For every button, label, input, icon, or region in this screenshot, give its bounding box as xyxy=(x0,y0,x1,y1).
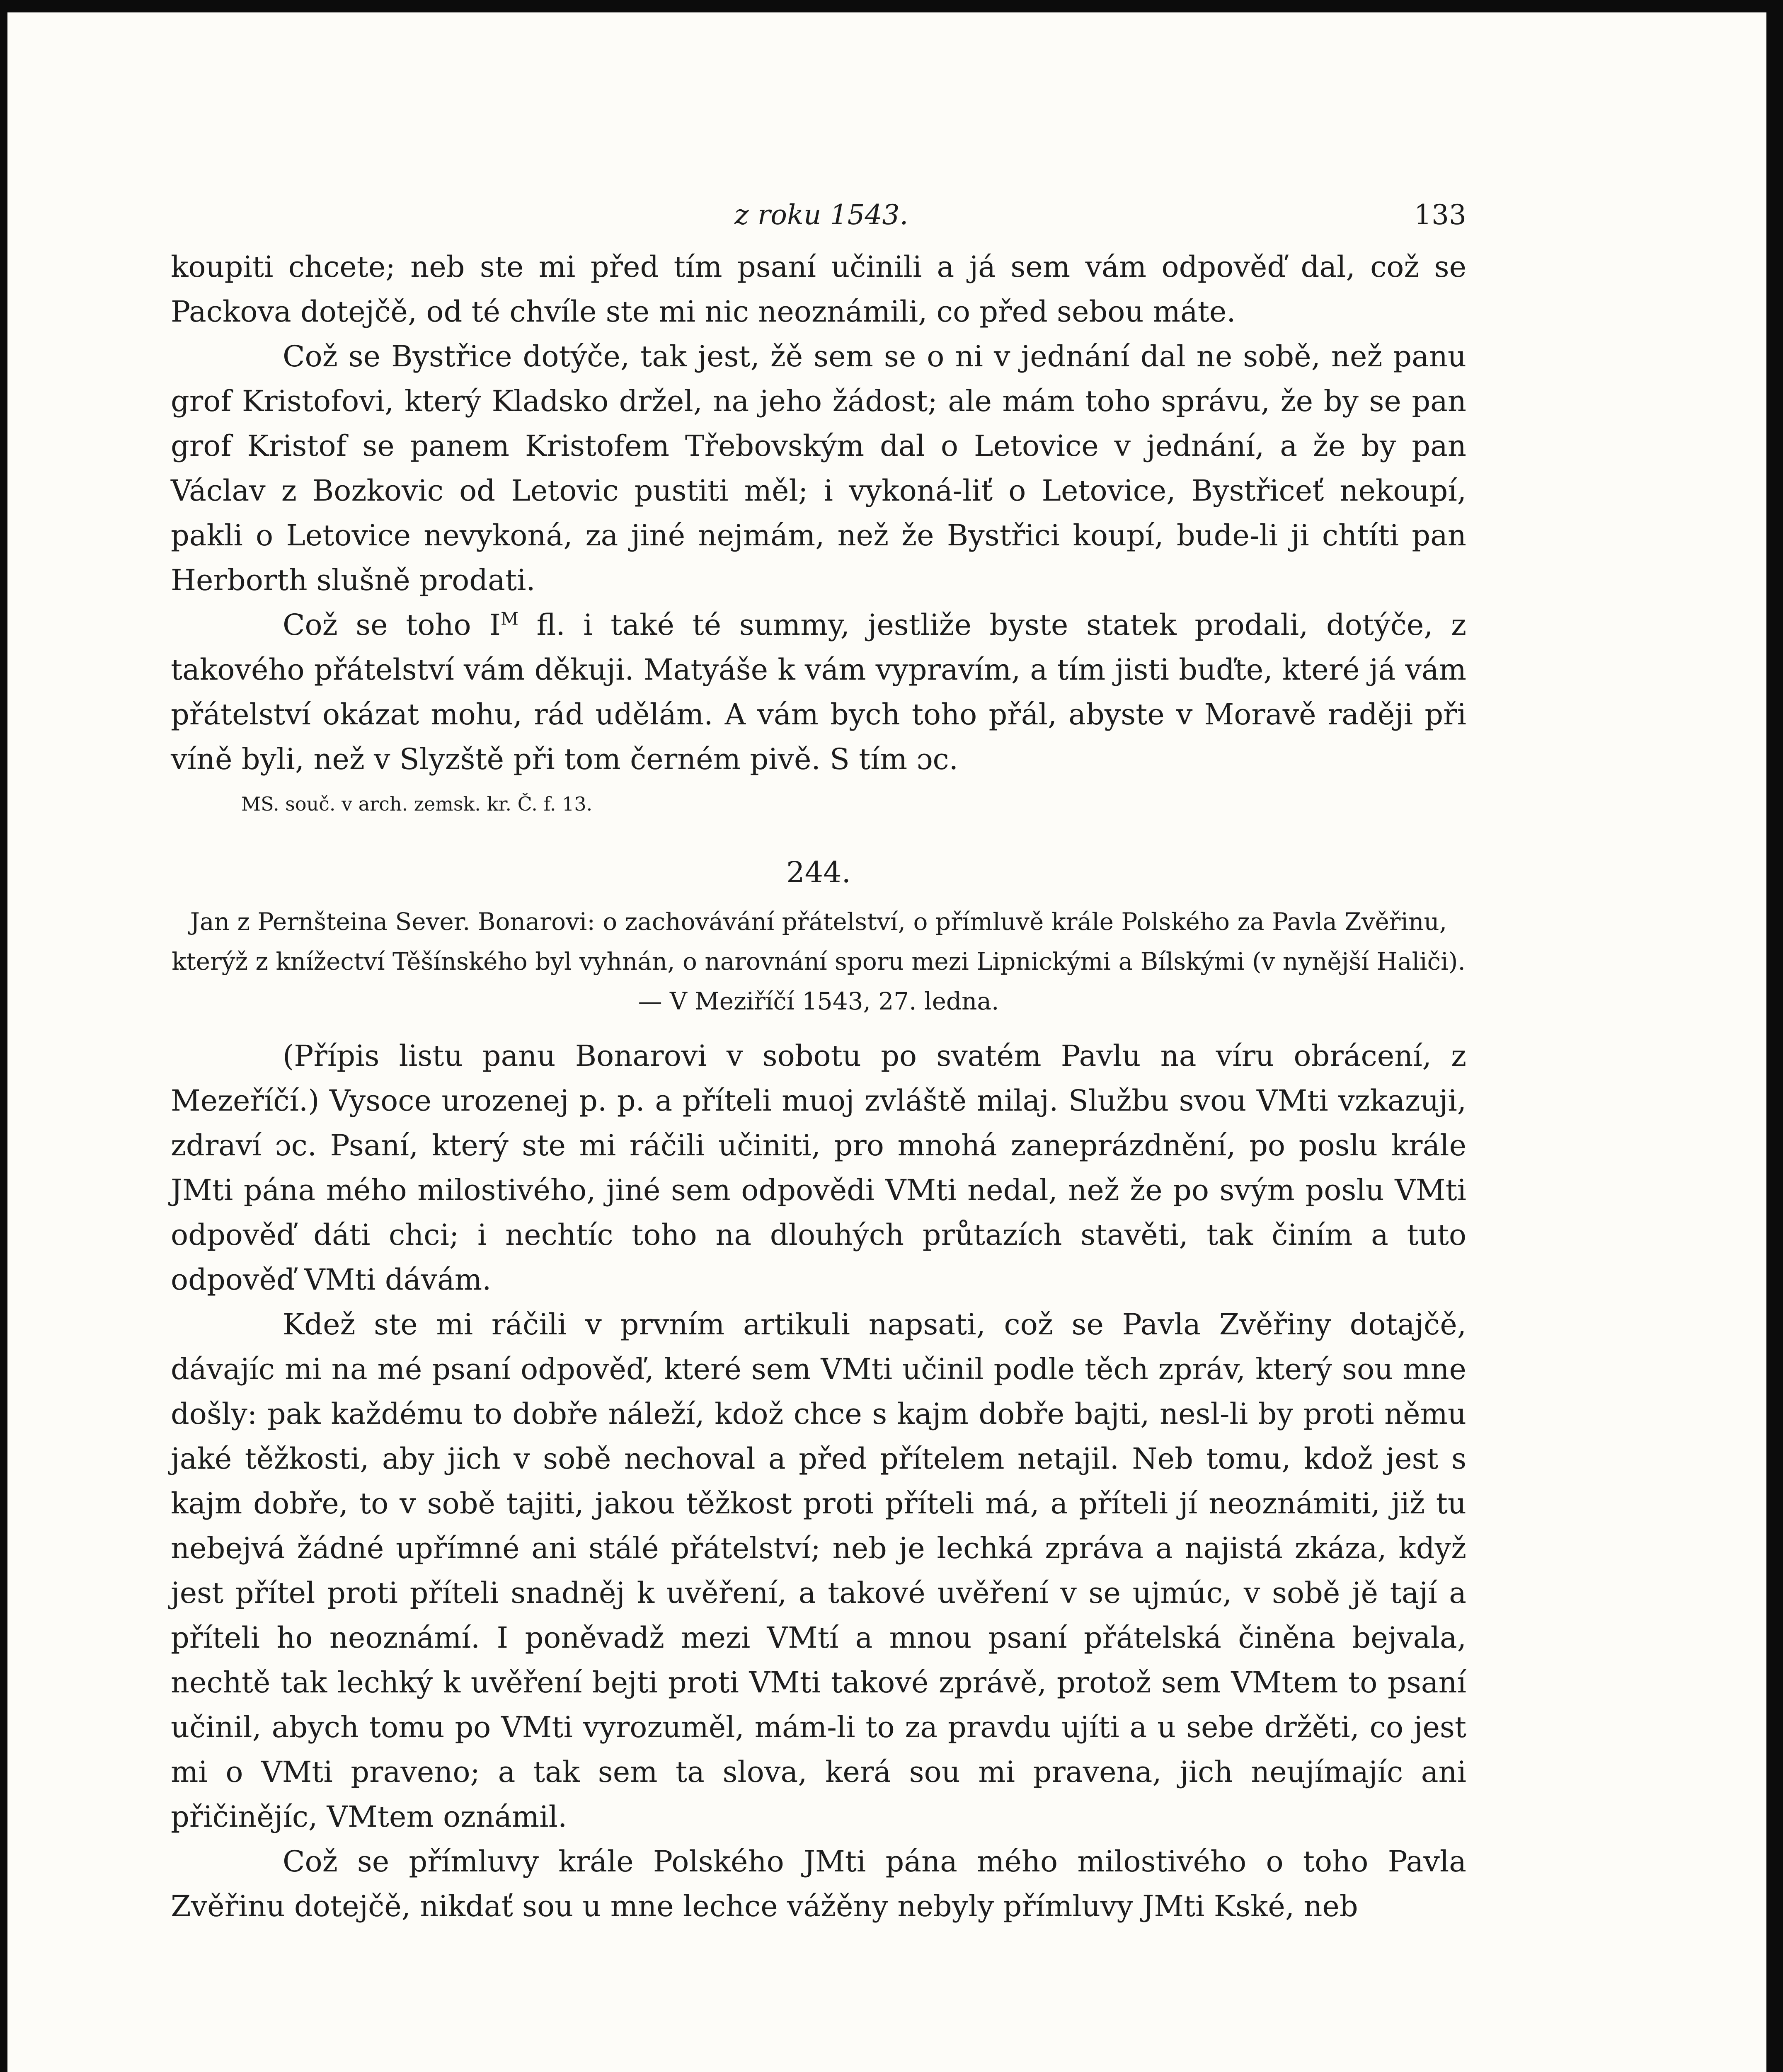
paragraph: (Přípis listu panu Bonarovi v sobotu po svatém Pavlu na víru obrácení, z Mezeříčí.) Vysoce urozenej p. p. a příteli muoj zvláště milaj. Službu svou VMti vzkazuji, zdraví ɔc. Psaní, který ste mi ráčili učiniti, pro mnohá zaneprázdnění, po poslu krále JMti pána mého milostivého, jiné sem odpovědi VMti nedal, než že po svým poslu VMti odpověď dáti chci; i nechtíc toho na dlouhých průtazích stavěti, tak činím a tuto odpověď VMti dávám. xyxy=(171,1039,1466,1297)
running-head xyxy=(171,199,1466,244)
letter-body xyxy=(171,1034,1466,1929)
source-note: MS. souč. v arch. zemsk. kr. Č. f. 13. xyxy=(241,793,593,815)
document-number: 244. xyxy=(786,855,851,889)
text-run: fl. i také té summy, jestliže byste statek prodali, dotýče, z takového přátelství vám děkuji. Matyáše k vám vypravím, a tím jisti buďte, které já vám přátelství okázat mohu, rád udělám. A vám bych toho přál, abyste v Moravě raději při víně byli, než v Slyzště při tom černém pivě. S tím ɔc. xyxy=(171,608,1467,776)
book-page xyxy=(171,199,1466,1929)
scan-border-left xyxy=(0,0,7,2072)
paragraph: Což se Bystřice dotýče, tak jest, žě sem se o ni v jednání dal ne sobě, než panu grof Kristofovi, který Kladsko držel, na jeho žádost; ale mám toho správu, že by se pan grof Kristof se panem Kristofem Třebovským dal o Letovice v jednání, a že by pan Václav z Bozkovic od Letovic pustiti měl; i vykoná-liť o Letovice, Bystřiceť nekoupí, pakli o Letovice nevykoná, za jiné nejmám, než že Bystřici koupí, bude-li ji chtíti pan Herborth slušně prodati. xyxy=(171,339,1466,597)
scan-border-top xyxy=(0,0,1783,12)
running-head-title: z roku 1543. xyxy=(734,199,908,231)
previous-letter-continuation xyxy=(171,244,1466,782)
paragraph: Kdež ste mi ráčili v prvním artikuli napsati, což se Pavla Zvěřiny dotajčě, dávajíc mi na mé psaní odpověď, které sem VMti učinil podle těch zpráv, který sou mne došly: pak každému to dobře náleží, kdož chce s kajm dobře bajti, nesl-li by proti němu jaké těžkosti, aby jich v sobě nechoval a před přítelem netajil. Neb tomu, kdož jest s kajm dobře, to v sobě tajiti, jakou těžkost proti příteli má, a příteli jí neoznámiti, již tu nebejvá žádné upřímné ani stálé přátelství; neb je lechká zpráva a najistá zkáza, když jest přítel proti příteli snadněj k uvěření, a takové uvěření v se ujmúc, v sobě jě tají a příteli ho neoznámí. I poněvadž mezi VMtí a mnou psaní přátelská činěna bejvala, nechtě tak lechký k uvěření bejti proti VMti takové zprávě, protož sem VMtem to psaní učinil, abych tomu po VMti vyrozuměl, mám-li to za pravdu ujíti a u sebe držěti, co jest mi o VMti praveno; a tak sem ta slova, kerá sou mi pravena, jich neujímajíc ani přičinějíc, VMtem oznámil. xyxy=(171,1307,1466,1834)
paragraph xyxy=(171,603,1466,782)
page-number: 133 xyxy=(1414,199,1466,231)
paragraph: Což se přímluvy krále Polského JMti pána mého milostivého o toho Pavla Zvěřinu dotejčě, nikdať sou u mne lechce vážěny nebyly přímluvy JMti Kské, neb xyxy=(171,1844,1466,1923)
superscript: M xyxy=(500,608,518,629)
scan-border-right xyxy=(1766,0,1783,2072)
text-run: Což se toho I xyxy=(283,608,501,642)
paragraph: koupiti chcete; neb ste mi před tím psaní učinili a já sem vám odpověď dal, což se Packova dotejčě, od té chvíle ste mi nic neoznámili, co před sebou máte. xyxy=(171,250,1466,329)
document-regest: Jan z Pernšteina Sever. Bonarovi: o zachovávání přátelství, o přímluvě krále Polského za Pavla Zvěřinu, kterýž z knížectví Těšínského byl vyhnán, o narovnání sporu mezi Lipnickými a Bílskými (v nynější Haliči). — V Meziříčí 1543, 27. ledna. xyxy=(172,908,1466,1015)
